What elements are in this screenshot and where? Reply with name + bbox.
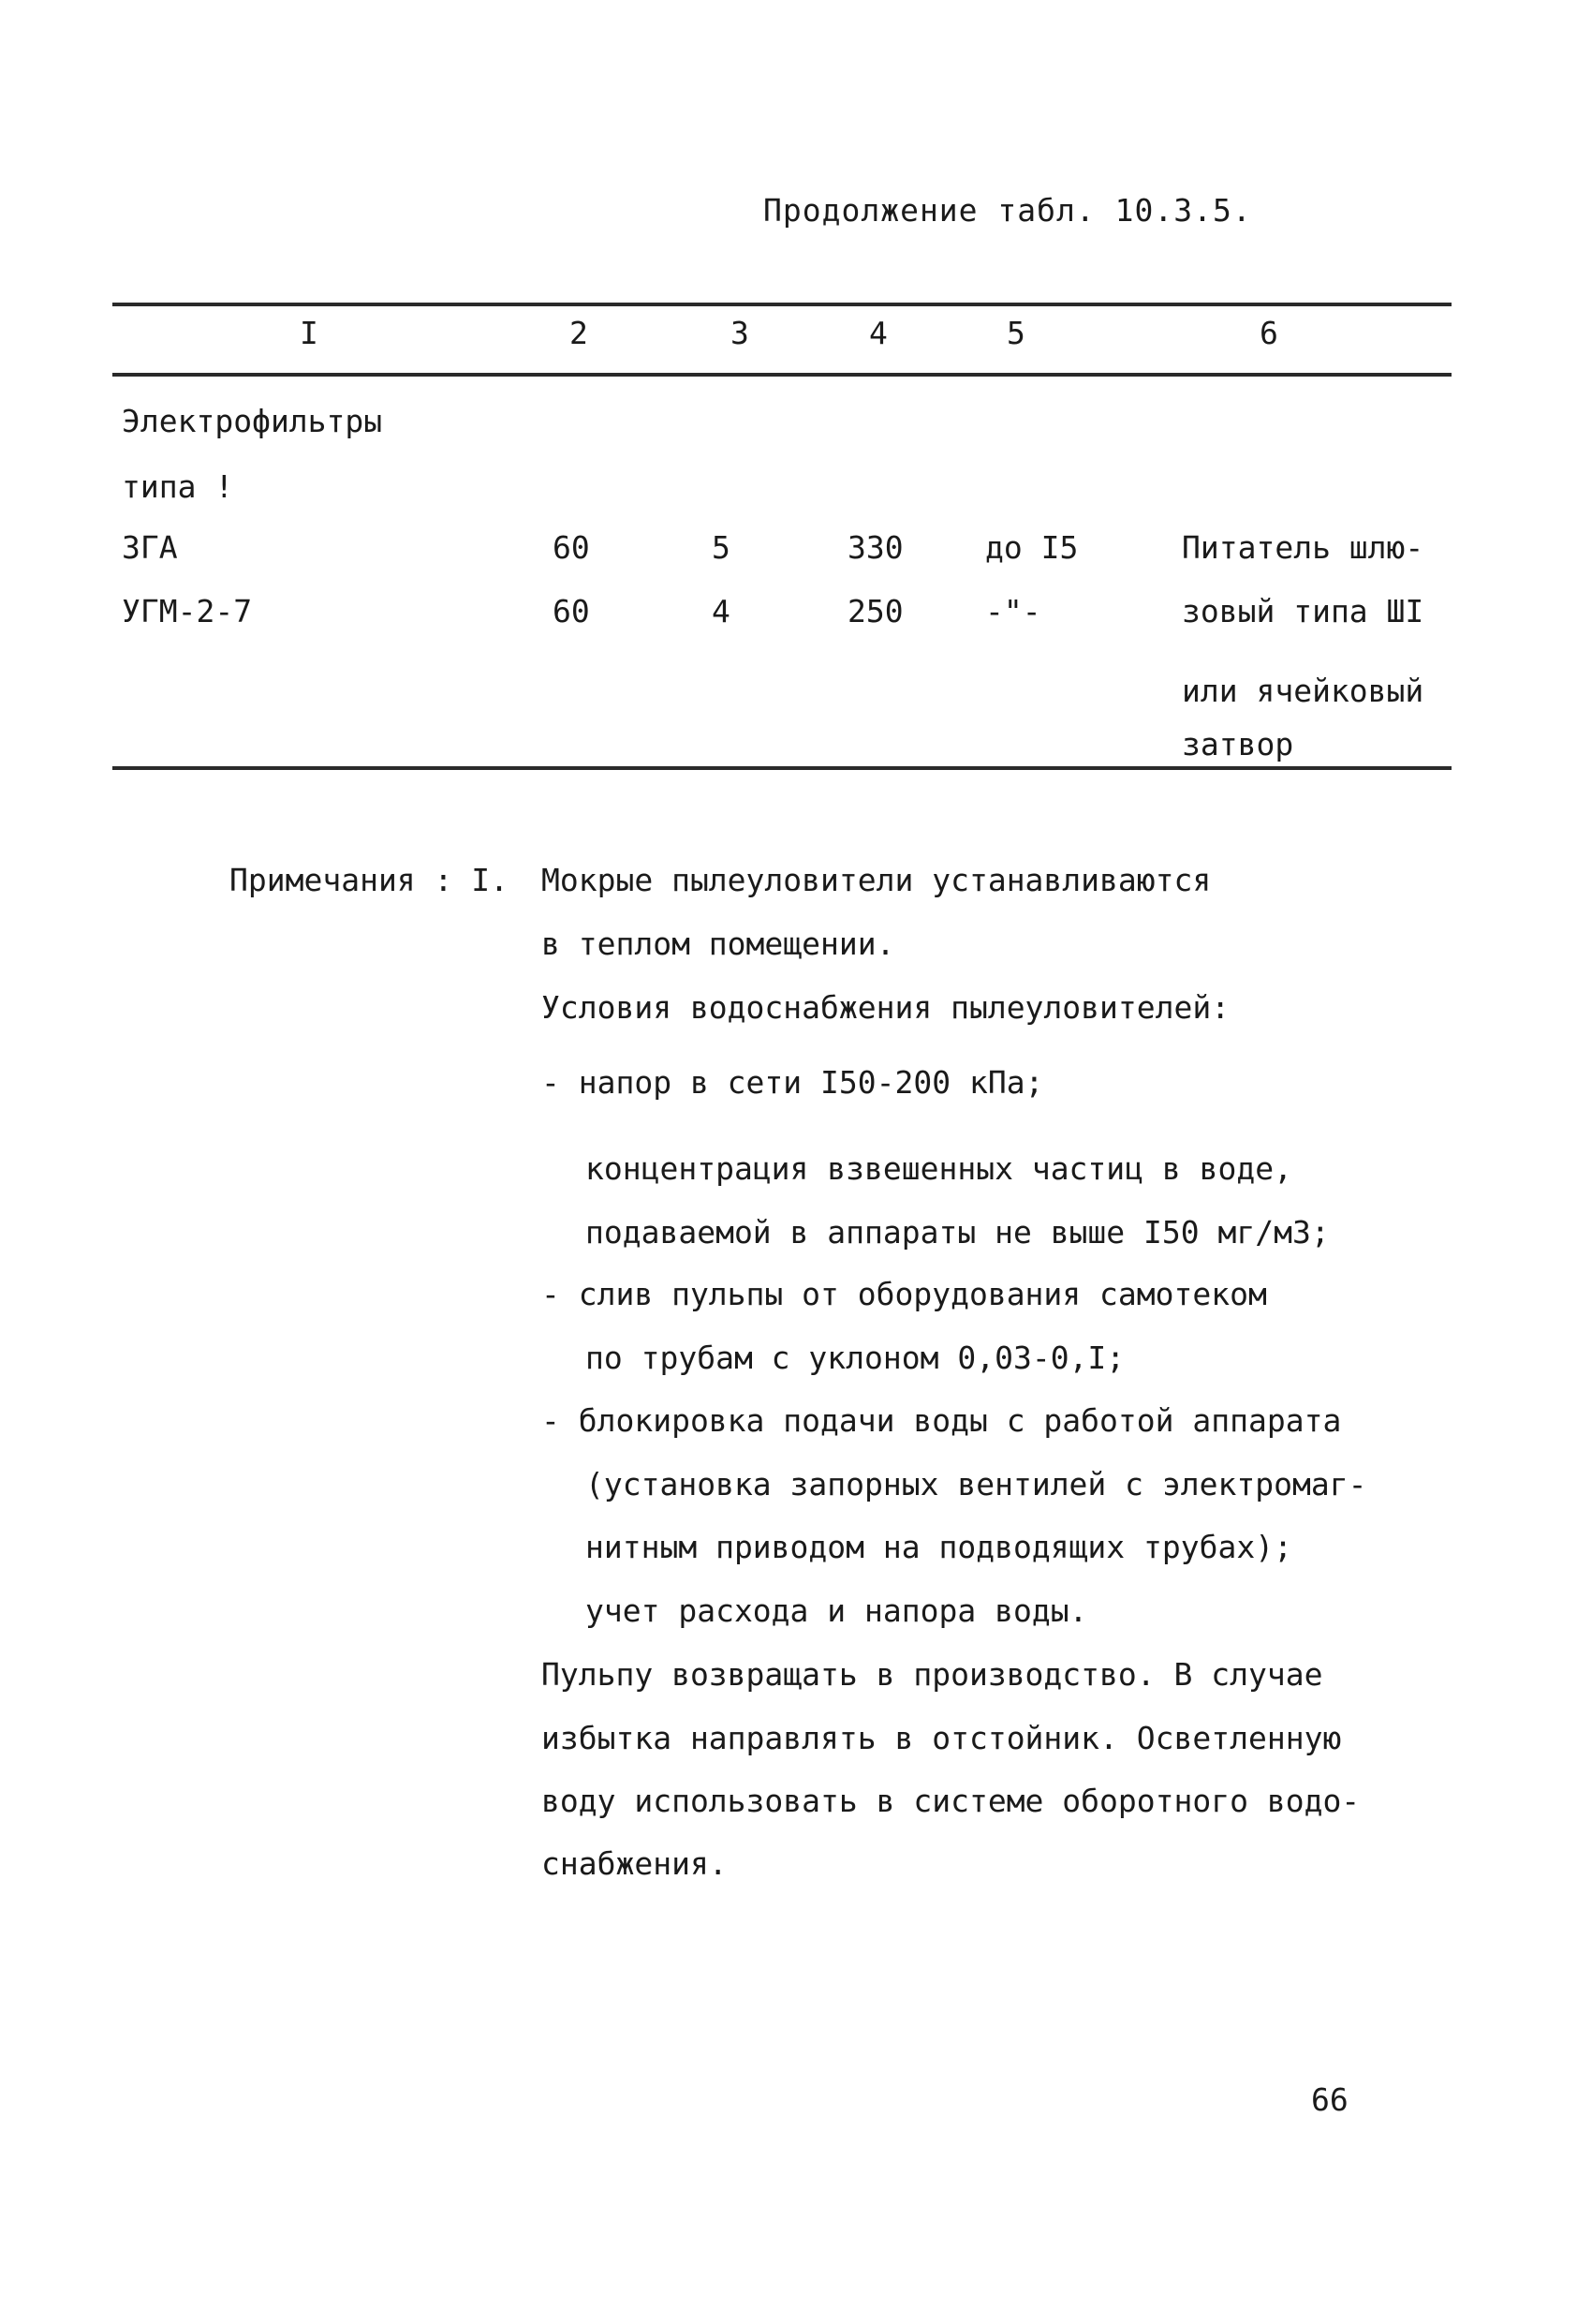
note-line: Пульпу возвращать в производство. В случае bbox=[541, 1656, 1323, 1693]
note-line: Условия водоснабжения пылеуловителей: bbox=[541, 989, 1231, 1026]
table-cell-r1-c6: Питатель шлю- bbox=[1182, 529, 1424, 566]
note-line: в теплом помещении. bbox=[541, 925, 895, 962]
table-cell-r1-c4: 330 bbox=[848, 529, 904, 566]
table-cell-r2-c6-continued: или ячейковый bbox=[1182, 673, 1424, 709]
note-line: нитным приводом на подводящих трубах); bbox=[585, 1529, 1292, 1565]
table-cell-r2-c4: 250 bbox=[848, 593, 904, 629]
table-bottom-rule bbox=[112, 766, 1452, 770]
note-line: Мокрые пылеуловители устанавливаются bbox=[541, 862, 1212, 898]
note-line: подаваемой в аппараты не выше I50 мг/м3; bbox=[585, 1214, 1330, 1251]
continuation-caption: Продолжение табл. 10.3.5. bbox=[763, 192, 1252, 229]
note-line: избытка направлять в отстойник. Осветленную bbox=[541, 1720, 1342, 1756]
group-title: Электрофильтры bbox=[122, 403, 383, 439]
page-number: 66 bbox=[1311, 2081, 1349, 2118]
table-cell-r2-c2: 60 bbox=[553, 593, 590, 629]
note-line: по трубам с уклоном 0,03-0,I; bbox=[585, 1340, 1126, 1376]
table-cell-r2-c6-continued-2: затвор bbox=[1182, 726, 1294, 762]
note-line: учет расхода и напора воды. bbox=[585, 1592, 1088, 1629]
note-line: концентрация взвешенных частиц в воде, bbox=[585, 1150, 1292, 1187]
notes-label: Примечания : I. bbox=[229, 862, 509, 898]
note-line: воду использовать в системе оборотного водо- bbox=[541, 1783, 1361, 1819]
table-cell-r1-c3: 5 bbox=[712, 529, 730, 566]
note-line: снабжения. bbox=[541, 1845, 728, 1882]
table-cell-r1-c2: 60 bbox=[553, 529, 590, 566]
table-header-rule bbox=[112, 373, 1452, 377]
table-cell-r2-c5: -"- bbox=[985, 593, 1041, 629]
column-header-2: 2 bbox=[569, 315, 588, 351]
table-cell-r2-c6: зовый типа ШI bbox=[1182, 593, 1424, 629]
table-top-rule bbox=[112, 303, 1452, 306]
note-line: - слив пульпы от оборудования самотеком bbox=[541, 1276, 1267, 1312]
note-line: - напор в сети I50-200 кПа; bbox=[541, 1064, 1044, 1101]
table-cell-r2-c3: 4 bbox=[712, 593, 730, 629]
note-line: (установка запорных вентилей с электромаг- bbox=[585, 1466, 1367, 1502]
group-subtitle: типа ! bbox=[122, 468, 234, 505]
column-header-3: 3 bbox=[730, 315, 749, 351]
note-line: - блокировка подачи воды с работой аппарата bbox=[541, 1402, 1342, 1439]
column-header-6: 6 bbox=[1260, 315, 1278, 351]
table-cell-r1-c5: до I5 bbox=[985, 529, 1079, 566]
column-header-4: 4 bbox=[869, 315, 888, 351]
column-header-1: I bbox=[300, 315, 318, 351]
table-cell-r2-c1: УГМ-2-7 bbox=[122, 593, 253, 629]
table-cell-r1-c1: ЗГА bbox=[122, 529, 178, 566]
column-header-5: 5 bbox=[1007, 315, 1025, 351]
